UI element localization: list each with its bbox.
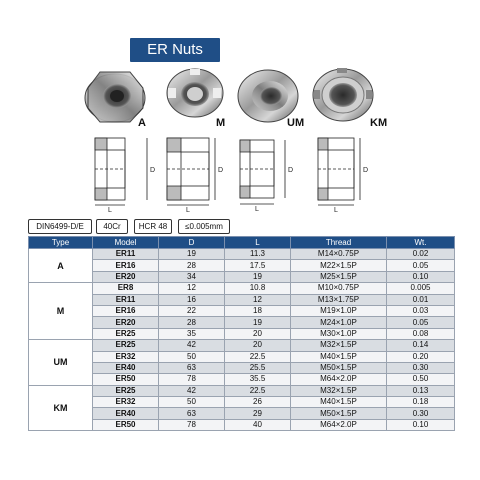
table-row (29, 351, 455, 362)
model-cell: ER16 (93, 260, 159, 271)
technical-drawings (95, 138, 360, 205)
d-cell: 78 (159, 419, 225, 430)
thread-cell: M64×2.0P (291, 374, 387, 385)
nut-um-image (238, 70, 298, 122)
model-cell: ER8 (93, 283, 159, 294)
nut-label-a: A (138, 117, 146, 129)
thread-cell: M32×1.5P (291, 340, 387, 351)
d-cell: 35 (159, 328, 225, 339)
model-cell: ER25 (93, 385, 159, 396)
nut-km-image (313, 68, 373, 121)
dim-label-l-m: L (186, 207, 190, 214)
model-cell: ER11 (93, 294, 159, 305)
model-cell: ER20 (93, 271, 159, 282)
table-row (29, 283, 455, 294)
l-cell: 22.5 (225, 351, 291, 362)
d-cell: 19 (159, 249, 225, 260)
page-title: ER Nuts (130, 38, 220, 62)
model-cell: ER32 (93, 397, 159, 408)
dim-label-d-a: D (150, 167, 156, 174)
table-row (29, 294, 455, 305)
table-row (29, 397, 455, 408)
type-cell: M (29, 283, 93, 340)
er-nut-spec-table (28, 236, 455, 431)
model-cell: ER50 (93, 419, 159, 430)
dim-label-l-km: L (334, 207, 338, 214)
drawing-m (167, 138, 215, 205)
thread-cell: M50×1.5P (291, 362, 387, 373)
dim-label-d-m: D (218, 167, 224, 174)
model-cell: ER32 (93, 351, 159, 362)
d-cell: 28 (159, 317, 225, 328)
model-cell: ER11 (93, 249, 159, 260)
dim-label-d-km: D (363, 167, 369, 174)
model-cell: ER16 (93, 305, 159, 316)
l-cell: 19 (225, 271, 291, 282)
table-row (29, 374, 455, 385)
nut-label-m: M (216, 117, 226, 129)
drawing-a (95, 138, 147, 205)
nut-illustrations (0, 0, 480, 215)
table-row (29, 385, 455, 396)
nut-label-km: KM (370, 117, 388, 129)
table-row (29, 249, 455, 260)
l-cell: 29 (225, 408, 291, 419)
d-cell: 34 (159, 271, 225, 282)
type-cell: UM (29, 340, 93, 386)
drawing-km (318, 138, 360, 205)
weight-cell: 0.13 (387, 385, 455, 396)
header-weight: Wt. (387, 237, 455, 249)
d-cell: 50 (159, 397, 225, 408)
weight-cell: 0.02 (387, 249, 455, 260)
thread-cell: M13×1.75P (291, 294, 387, 305)
model-cell: ER20 (93, 317, 159, 328)
header-model: Model (93, 237, 159, 249)
d-cell: 42 (159, 385, 225, 396)
d-cell: 16 (159, 294, 225, 305)
weight-cell: 0.03 (387, 305, 455, 316)
l-cell: 12 (225, 294, 291, 305)
dim-label-l-um: L (255, 206, 259, 213)
l-cell: 25.5 (225, 362, 291, 373)
l-cell: 26 (225, 397, 291, 408)
weight-cell: 0.005 (387, 283, 455, 294)
type-cell: KM (29, 385, 93, 431)
header-d: D (159, 237, 225, 249)
l-cell: 20 (225, 340, 291, 351)
thread-cell: M30×1.0P (291, 328, 387, 339)
header-thread: Thread (291, 237, 387, 249)
weight-cell: 0.01 (387, 294, 455, 305)
thread-cell: M40×1.5P (291, 351, 387, 362)
header-type: Type (29, 237, 93, 249)
table-row (29, 305, 455, 316)
weight-cell: 0.50 (387, 374, 455, 385)
thread-cell: M40×1.5P (291, 397, 387, 408)
thread-cell: M14×0.75P (291, 249, 387, 260)
model-cell: ER25 (93, 340, 159, 351)
table-row (29, 362, 455, 373)
table-row (29, 419, 455, 430)
thread-cell: M25×1.5P (291, 271, 387, 282)
l-cell: 11.3 (225, 249, 291, 260)
table-row (29, 317, 455, 328)
weight-cell: 0.10 (387, 419, 455, 430)
drawing-um (240, 140, 285, 204)
thread-cell: M32×1.5P (291, 385, 387, 396)
thread-cell: M24×1.0P (291, 317, 387, 328)
weight-cell: 0.08 (387, 328, 455, 339)
table-row (29, 408, 455, 419)
table-row (29, 340, 455, 351)
d-cell: 50 (159, 351, 225, 362)
weight-cell: 0.05 (387, 260, 455, 271)
thread-cell: M19×1.0P (291, 305, 387, 316)
l-cell: 20 (225, 328, 291, 339)
model-cell: ER40 (93, 362, 159, 373)
table-row (29, 271, 455, 282)
d-cell: 28 (159, 260, 225, 271)
l-cell: 19 (225, 317, 291, 328)
weight-cell: 0.05 (387, 317, 455, 328)
nut-label-um: UM (287, 117, 305, 129)
table-body (29, 249, 455, 431)
weight-cell: 0.30 (387, 362, 455, 373)
thread-cell: M10×0.75P (291, 283, 387, 294)
weight-cell: 0.14 (387, 340, 455, 351)
model-cell: ER25 (93, 328, 159, 339)
weight-cell: 0.30 (387, 408, 455, 419)
d-cell: 63 (159, 408, 225, 419)
d-cell: 12 (159, 283, 225, 294)
thread-cell: M22×1.5P (291, 260, 387, 271)
nut-a-image (85, 72, 145, 122)
spec-hardness: HCR 48 (134, 219, 172, 234)
l-cell: 40 (225, 419, 291, 430)
weight-cell: 0.18 (387, 397, 455, 408)
weight-cell: 0.10 (387, 271, 455, 282)
type-cell: A (29, 249, 93, 283)
l-cell: 35.5 (225, 374, 291, 385)
table-header-row (29, 237, 455, 249)
model-cell: ER50 (93, 374, 159, 385)
weight-cell: 0.20 (387, 351, 455, 362)
model-cell: ER40 (93, 408, 159, 419)
l-cell: 22.5 (225, 385, 291, 396)
spec-tolerance: ≤0.005mm (178, 219, 230, 234)
nut-m-image (167, 69, 223, 117)
dim-label-l-a: L (108, 207, 112, 214)
thread-cell: M50×1.5P (291, 408, 387, 419)
l-cell: 10.8 (225, 283, 291, 294)
d-cell: 63 (159, 362, 225, 373)
spec-material: 40Cr (96, 219, 128, 234)
l-cell: 18 (225, 305, 291, 316)
table-row (29, 328, 455, 339)
d-cell: 78 (159, 374, 225, 385)
dim-label-d-um: D (288, 167, 294, 174)
thread-cell: M64×2.0P (291, 419, 387, 430)
d-cell: 42 (159, 340, 225, 351)
l-cell: 17.5 (225, 260, 291, 271)
d-cell: 22 (159, 305, 225, 316)
table-row (29, 260, 455, 271)
spec-standard: DIN6499-D/E (28, 219, 92, 234)
header-l: L (225, 237, 291, 249)
product-images (0, 0, 480, 215)
